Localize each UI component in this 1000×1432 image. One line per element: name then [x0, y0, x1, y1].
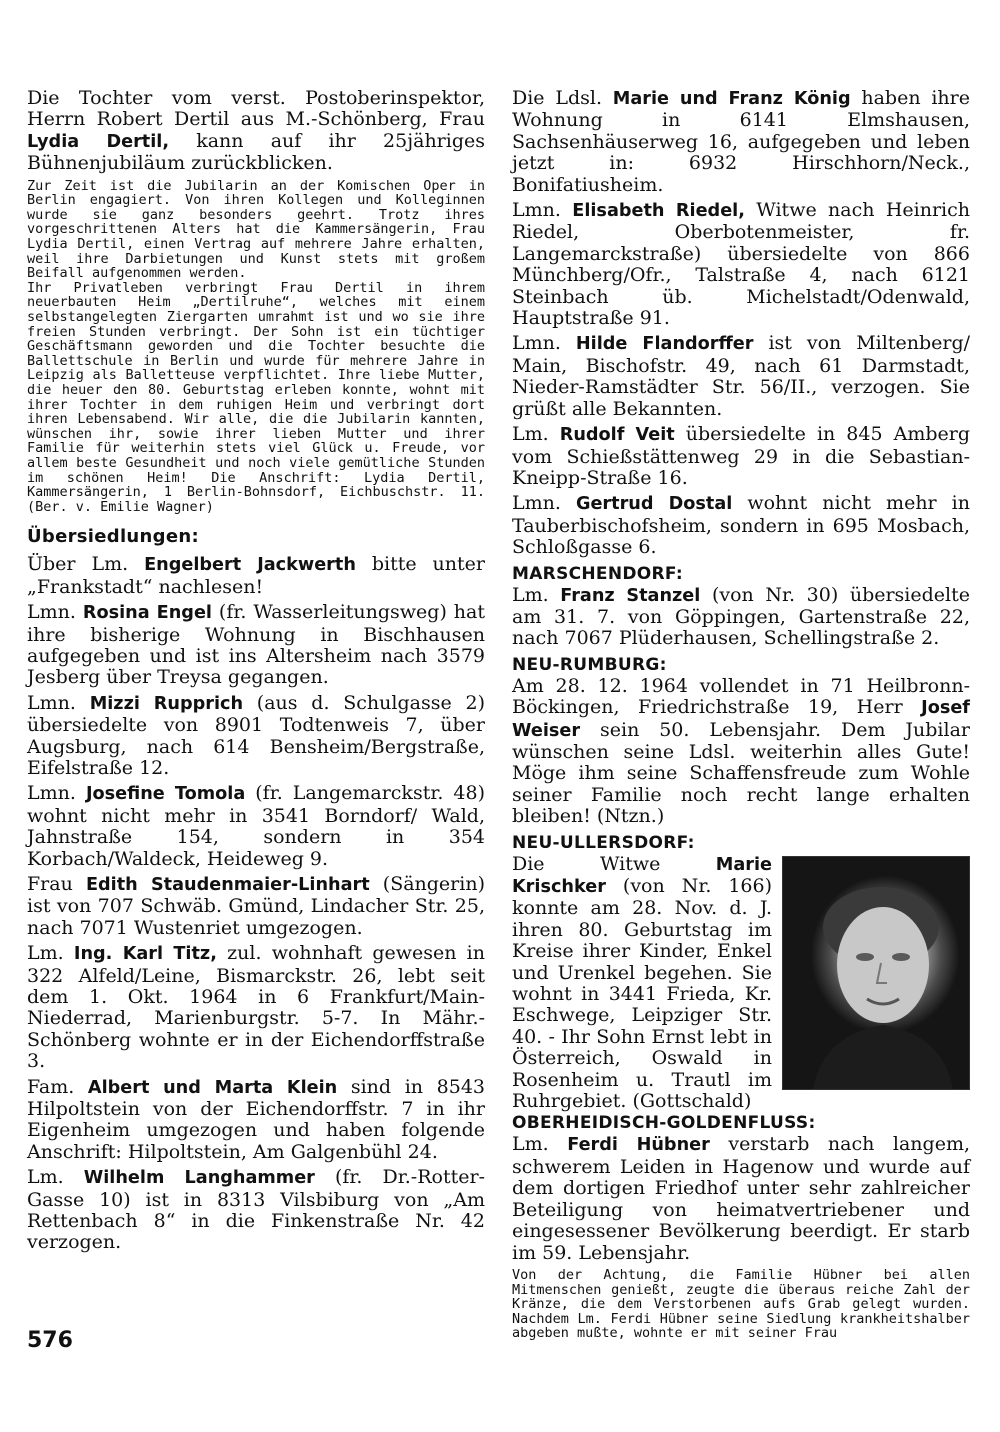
entry-engel: Lmn. Rosina Engel (fr. Wasserleitungsweg) hat ihre bisherige Wohnung in Bischhausen aufgegeben und ist ins Altersheim nach 3579 Jesberg über Treysa gegangen.	[27, 601, 486, 689]
entry-flandorffer: Lmn. Hilde Flandorffer ist von Miltenberg/ Main, Bischofstr. 49, nach 61 Darmstadt, Nieder-Ramstädter Str. 56/II., verzogen. Sie grüßt alle Bekannten.	[512, 332, 971, 420]
entry-veit: Lm. Rudolf Veit übersiedelte in 845 Amberg vom Schießstättenweg 29 in die Sebastian-Kneipp-Straße 16.	[512, 423, 970, 489]
article-dertil-intro: Die Tochter vom verst. Postoberinspektor, Herrn Robert Dertil aus M.-Schönberg, Frau Lydia Dertil, kann auf ihr 25jähriges Bühnenjubiläum zurückblicken.	[27, 87, 485, 175]
entry-rupprich: Lmn. Mizzi Rupprich (aus d. Schulgasse 2) übersiedelte von 8901 Todtenweis 7, über Augsburg, nach 614 Bensheim/Bergstraße, Eifelstraße 12.	[27, 691, 485, 779]
entry-langhammer: Lm. Wilhelm Langhammer (fr. Dr.-Rotter-Gasse 10) ist in 8313 Vilsbiburg von „Am Rettenbach 8“ in die Finkenstraße Nr. 42 verzogen.	[27, 1166, 485, 1254]
page-number: 576	[27, 1328, 73, 1353]
entry-dostal: Lmn. Gertrud Dostal wohnt nicht mehr in Tauberbischofsheim, sondern in 695 Mosbach, Schloßgasse 6.	[512, 492, 970, 559]
heading-marschendorf: MARSCHENDORF:	[512, 563, 683, 584]
portrait-image	[783, 857, 969, 1089]
portrait-photo	[782, 856, 970, 1090]
entry-koenig: Die Ldsl. Marie und Franz König haben ihre Wohnung in 6141 Elmshausen, Sachsenhäuserweg 16, aufgegeben und leben jetzt in: 6932 Hirschhorn/Neck., Bonifatiusheim.	[512, 87, 970, 196]
name-lydia-dertil: Lydia Dertil,	[27, 131, 170, 152]
entry-huebner-detail: Von der Achtung, die Familie Hübner bei allen Mitmenschen genießt, zeugte die überaus reiche Zahl der Kränze, die dem Verstorbenen aufs Grab gelegt wurden. Nachdem Lm. Ferdi Hübner seine Siedlung krankheitshalber abgeben mußte, wohnte er mit seiner Frau	[512, 1266, 970, 1342]
section-heading-uebersiedlungen: Übersiedlungen:	[27, 526, 199, 548]
heading-neu-rumburg: NEU-RUMBURG:	[512, 654, 667, 675]
entry-titz: Lm. Ing. Karl Titz, zul. wohnhaft gewesen in 322 Alfeld/Leine, Bismarckstr. 26, lebt seit dem 1. Okt. 1964 in 6 Frankfurt/Main-Niederrad, Marienburgstr. 5-7. In Mähr.-Schönberg wohnte er in der Eichendorffstraße 3.	[27, 942, 485, 1073]
heading-neu-ullersdorf: NEU-ULLERSDORF:	[512, 832, 695, 853]
entry-stanzel: Lm. Franz Stanzel (von Nr. 30) übersiedelte am 31. 7. von Göppingen, Gartenstraße 22, nach 7067 Plüderhausen, Schellingstraße 2.	[512, 583, 970, 650]
entry-weiser: Am 28. 12. 1964 vollendet in 71 Heilbronn-Böckingen, Friedrichstraße 19, Herr Josef Weiser sein 50. Lebensjahr. Dem Jubilar wünschen seine Ldsl. weiterhin alles Gute! Möge ihm seine Schaffensfreude zum Wohle seiner Familie noch recht lange erhalten bleiben! (Ntzn.)	[512, 674, 970, 828]
right-column	[512, 88, 970, 1341]
entry-tomola: Lmn. Josefine Tomola (fr. Langemarckstr. 48) wohnt nicht mehr in 3541 Borndorf/ Wald, Jahnstraße 154, sondern in 354 Korbach/Waldeck, Heideweg 9.	[27, 782, 485, 870]
entry-riedel: Lmn. Elisabeth Riedel, Witwe nach Heinrich Riedel, Oberbotenmeister, fr. Langemarckstraße) übersiedelte von 866 Münchberg/Ofr., Talstraße 4, nach 6121 Steinbach üb. Michelstadt/Odenwald, Hauptstraße 91.	[512, 199, 971, 330]
article-dertil-detail-2: Ihr Privatleben verbringt Frau Dertil in ihrem neuerbauten Heim „Dertilruhe“, welches mit einem selbstangelegten Ziergarten umrahmt ist und wo sie ihre freien Stunden verbringt. Der Sohn ist ein tüchtiger Geschäftsmann geworden und die Tochter besuchte die Ballettschule in Berlin und wurde für mehrere Jahre in Leipzig als Balletteuse verpflichtet. Ihre liebe Mutter, die heuer den 80. Geburtstag erleben konnte, wohnt mit ihrer Tochter in dem ruhigen Heim und verbringt dort ihren Lebensabend. Wir alle, die die Jubilarin kannten, wünschen ihr, sowie ihrer lieben Mutter und ihrer Familie für weiterhin stets viel Glück u. Freude, vor allem beste Gesundheit und noch viele gemütliche Stunden im schönen Heim! Die Anschrift: Lydia Dertil, Kammersängerin, 1 Berlin-Bohnsdorf, Eichbuschstr. 11. (Ber. v. Emilie Wagner)	[27, 279, 485, 515]
entry-klein: Fam. Albert und Marta Klein sind in 8543 Hilpoltstein von der Eichendorffstr. 7 in ihr Eigenheim umgezogen und haben folgende Anschrift: Hilpoltstein, Am Galgenbühl 24.	[27, 1075, 485, 1163]
entry-krischker: Die Witwe Marie Krischker (von Nr. 166) konnte am 28. Nov. d. J. ihren 80. Geburtstag im Kreise ihrer Kinder, Enkel und Urenkel begehen. Sie wohnt in 3441 Frieda, Kr. Eschwege, Leipziger Str. 40. - Ihr Sohn Ernst lebt in Österreich, Oswald in Rosenheim u. Trautl im Ruhrgebiet. (Gottschald)	[512, 852, 772, 1113]
entry-huebner: Lm. Ferdi Hübner verstarb nach langem, schwerem Leiden in Hagenow und wurde auf dem dortigen Friedhof unter sehr zahlreicher Beteiligung von heimatvertriebener und eingesessener Bevölkerung beerdigt. Er starb im 59. Lebensjahr.	[512, 1133, 971, 1264]
entry-staudenmaier: Frau Edith Staudenmaier-Linhart (Sängerin) ist von 707 Schwäb. Gmünd, Lindacher Str. 25, nach 7071 Wustenriet umgezogen.	[27, 872, 485, 939]
left-column	[27, 88, 485, 1254]
heading-oberheidisch-goldenfluss: OBERHEIDISCH-GOLDENFLUSS:	[512, 1113, 816, 1134]
entry-jackwerth: Über Lm. Engelbert Jackwerth bitte unter „Frankstadt“ nachlesen!	[27, 553, 485, 598]
article-dertil-detail-1: Zur Zeit ist die Jubilarin an der Komischen Oper in Berlin engagiert. Von ihren Kollegen und Kolleginnen wurde sie ganz besonders geehrt. Trotz ihres vorgeschrittenen Alters hat die Kammersängerin, Frau Lydia Dertil, einen Vertrag auf mehrere Jahre erhalten, weil ihre Darbietungen und Kunst stets mit großem Beifall aufgenommen werden.	[27, 177, 485, 282]
